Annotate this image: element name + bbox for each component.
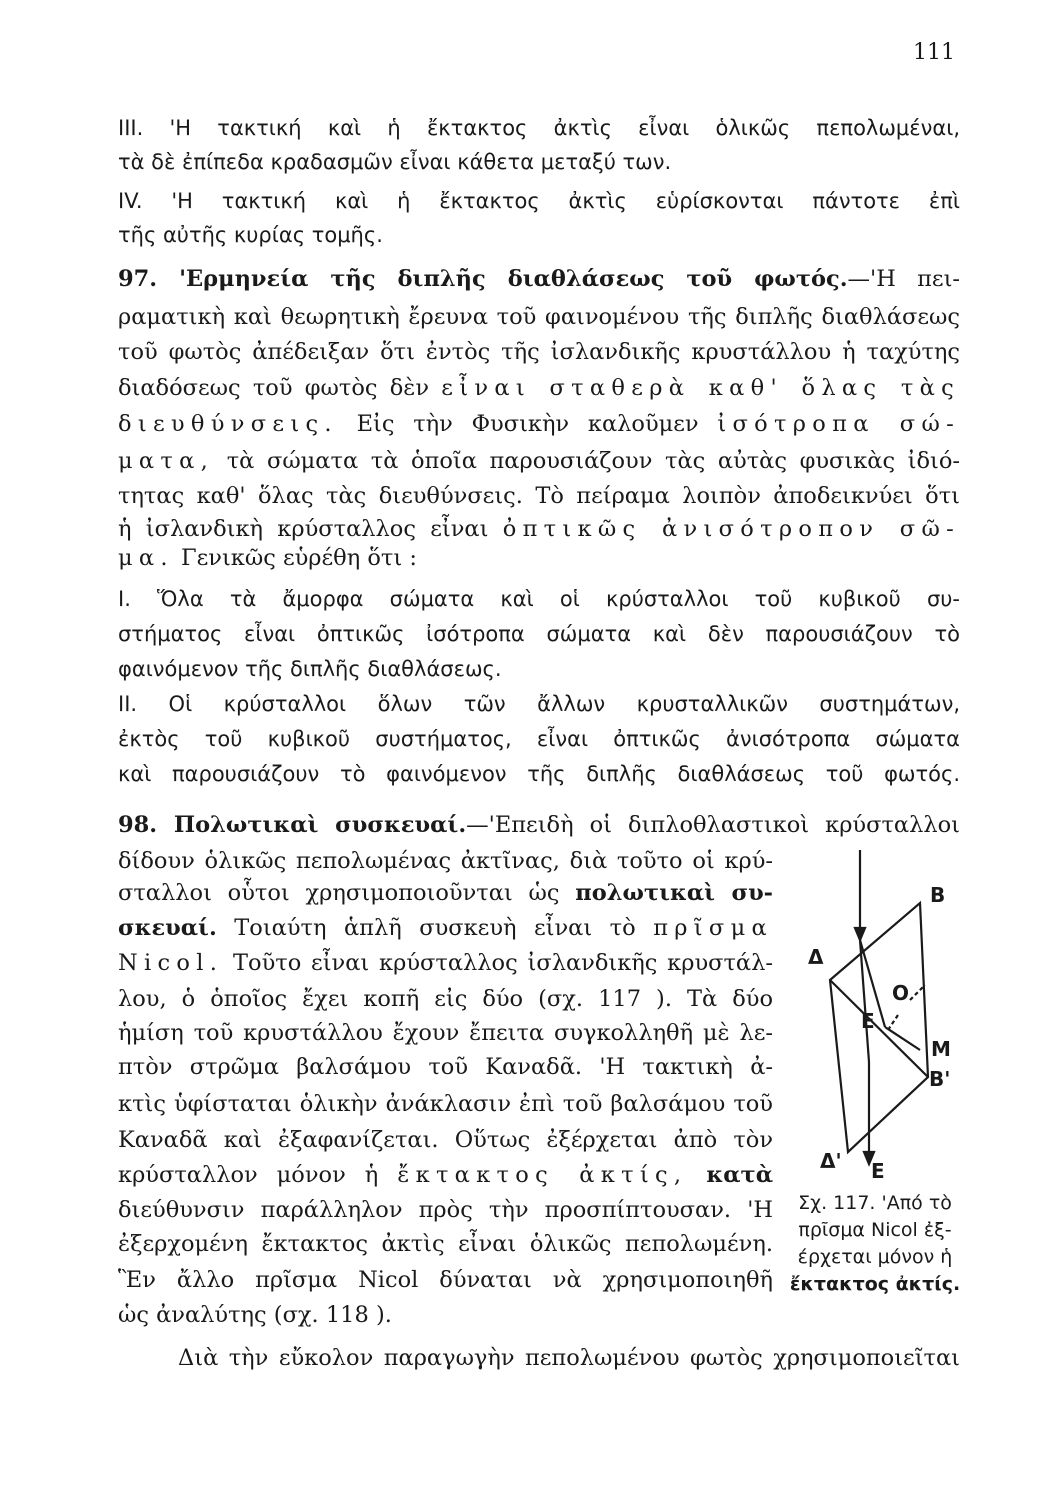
emphasis-spaced: μα. — [118, 545, 174, 571]
label-b: B — [930, 883, 946, 907]
section-97-line-5 — [118, 446, 960, 476]
section-97-line-1: ραματικὴ καὶ θεωρητικὴ ἔρευνα τοῦ φαινομένου τῆς διπλῆς διαθλάσεως — [118, 304, 960, 330]
section-97-line-8 — [118, 543, 960, 573]
label-m: M — [931, 1037, 951, 1061]
section-98-line-16: Διὰ τὴν εὔκολον παραγωγὴν πεπολωμένου φωτὸς χρησιμοποιεῖται — [178, 1345, 960, 1371]
item-ii-line-2: ἐκτὸς τοῦ κυβικοῦ συστήματος, εἶναι ὀπτικῶς ἀνισότροπα σώματα — [118, 727, 960, 751]
normal-dash-2 — [888, 1015, 898, 1030]
section-97-line-4 — [118, 409, 960, 439]
section-98-line-14: Ἓν ἄλλο πρῖσμα Nicol δύναται νὰ χρησιμοποιηθῆ — [118, 1267, 773, 1293]
emphasis-spaced: ματα, — [118, 448, 215, 474]
section-98-line-3 — [118, 878, 773, 908]
section-98-lead: —'Επειδὴ οἱ διπλοθλαστικοὶ κρύσταλλοι — [466, 812, 960, 838]
figure-caption-line-3: έρχεται μόνον ἡ — [797, 1246, 953, 1268]
section-98-line-8: πτὸν στρῶμα βαλσάμου τοῦ Καναδᾶ. 'Η τακτικὴ ἀ- — [118, 1054, 773, 1080]
section-98-line-4 — [118, 913, 773, 943]
item-iii-line-1: ΙΙΙ. 'Η τακτική καὶ ἡ ἔκτακτος ἀκτὶς εἶναι ὁλικῶς πεπολωμέναι, — [118, 116, 960, 140]
figure-caption-line-2: πρῖσμα Nicol ἐξ- — [798, 1219, 952, 1241]
text: Τοιαύτη ἁπλῆ συσκευὴ εἶναι τὸ — [234, 915, 636, 941]
emphasis-spaced: ἔκτακτος ἀκτίς, — [397, 1162, 688, 1188]
balsam-layer-line — [830, 980, 928, 1077]
figure-lines — [830, 850, 928, 1164]
section-98-heading: 98. Πολωτικαὶ συσκευαί. — [118, 812, 467, 838]
item-iv-line-1: ΙV. 'Η τακτική καὶ ἡ ἔκτακτος ἀκτὶς εὑρίσκονται πάντοτε ἐπὶ — [118, 189, 960, 213]
page-number: 111 — [913, 40, 955, 65]
section-97-heading: 97. 'Ερμηνεία τῆς διπλῆς διαθλάσεως τοῦ φωτός. — [118, 266, 848, 292]
emphasis-bold: πολωτικαὶ συ- — [575, 880, 774, 906]
section-98-heading-line — [118, 810, 960, 840]
emphasis-bold: κατὰ — [706, 1162, 774, 1188]
item-iv-line-2: τῆς αὐτῆς κυρίας τομῆς. — [118, 223, 383, 247]
section-98-line-9: κτὶς ὑφίσταται ὁλικὴν ἀνάκλασιν ἐπὶ τοῦ βαλσάμου τοῦ — [118, 1091, 773, 1117]
section-98-line-13: ἐξερχομένη ἔκτακτος ἀκτὶς εἶναι ὁλικῶς πεπολωμένη. — [118, 1231, 773, 1257]
figure-caption-line-1: Σχ. 117. 'Από τὸ — [798, 1192, 952, 1214]
nicol-prism-figure — [790, 840, 970, 1180]
label-e-exit: E — [871, 1159, 885, 1180]
emphasis-spaced: διευθύνσεις. — [118, 411, 338, 437]
text: ἡ ἰσλανδικὴ κρύσταλλος εἶναι — [118, 516, 489, 542]
section-97-line-3 — [118, 373, 960, 403]
text: σταλλοι οὗτοι χρησιμοποιοῦνται ὡς — [118, 880, 560, 906]
text: διαδόσεως τοῦ φωτὸς δὲν — [118, 375, 430, 401]
section-97-lead: —'Η πει- — [847, 266, 961, 292]
label-delta: Δ — [808, 945, 824, 969]
emphasis-spaced: Nicol. — [118, 950, 224, 976]
normal-dash — [910, 985, 925, 1000]
emphasis-spaced: πρῖσμα — [653, 915, 774, 941]
emphasis-bold: σκευαί. — [118, 915, 217, 941]
item-ii-line-3: καὶ παρουσιάζουν τὸ φαινόμενον τῆς διπλῆς διαθλάσεως τοῦ φωτός. — [118, 762, 960, 786]
emphasis-spaced: ἰσότροπα σώ- — [717, 411, 960, 437]
section-98-line-10: Καναδᾶ καὶ ἐξαφανίζεται. Οὕτως ἐξέρχεται ἀπὸ τὸν — [118, 1127, 773, 1153]
text: Γενικῶς εὑρέθη ὅτι : — [181, 545, 417, 571]
section-97-line-7 — [118, 514, 960, 544]
label-b-prime: B' — [929, 1067, 951, 1091]
text: τὰ σώματα τὰ ὁποῖα παρουσιάζουν τὰς αὐτὰς φυσικὰς ἰδιό- — [226, 448, 960, 474]
section-98-line-12: διεύθυνσιν παράλληλον πρὸς τὴν προσπίπτουσαν. 'Η — [118, 1197, 773, 1223]
section-98-line-2: δίδουν ὁλικῶς πεπολωμένας ἀκτῖνας, διὰ τοῦτο οἱ κρύ- — [118, 848, 773, 874]
label-e: E — [861, 1009, 875, 1033]
emphasis-spaced: ὀπτικῶς ἀνισότροπον σῶ- — [502, 516, 960, 542]
item-i-line-3: φαινόμενον τῆς διπλῆς διαθλάσεως. — [118, 657, 502, 681]
text: Εἰς τὴν Φυσικὴν καλοῦμεν — [356, 411, 699, 437]
text: Τοῦτο εἶναι κρύσταλλος ἰσλανδικῆς κρυστάλ- — [233, 950, 773, 976]
section-98-line-7: ἡμίση τοῦ κρυστάλλου ἔχουν ἔπειτα συγκολληθῆ μὲ λε- — [118, 1020, 773, 1046]
section-98-line-11 — [118, 1160, 773, 1190]
section-97-line-6: τητας καθ' ὅλας τὰς διευθύνσεις. Τὸ πείραμα λοιπὸν ἀποδεικνύει ὅτι — [118, 483, 960, 509]
item-i-line-2: στήματος εἶναι ὀπτικῶς ἰσότροπα σώματα καὶ δὲν παρουσιάζουν τὸ — [118, 622, 960, 646]
section-98-line-15: ὡς ἀναλύτης (σχ. 118 ). — [118, 1302, 392, 1328]
section-97-line-2: τοῦ φωτὸς ἀπέδειξαν ὅτι ἐντὸς τῆς ἰσλανδικῆς κρυστάλλου ἡ ταχύτης — [118, 339, 960, 365]
section-97-heading-line — [118, 264, 960, 294]
item-iii-line-2: τὰ δὲ ἐπίπεδα κραδασμῶν εἶναι κάθετα μεταξύ των. — [118, 150, 672, 174]
item-ii-line-1: ΙΙ. Οἱ κρύσταλλοι ὅλων τῶν ἄλλων κρυσταλλικῶν συστημάτων, — [118, 692, 960, 716]
incident-arrowhead — [855, 928, 865, 940]
text: κρύσταλλον μόνον ἡ — [118, 1162, 379, 1188]
section-98-line-6: λου, ὁ ὁποῖος ἔχει κοπῆ εἰς δύο (σχ. 117 ). Τὰ δύο — [118, 986, 773, 1012]
label-delta-prime: Δ' — [820, 1149, 842, 1173]
emphasis-spaced: εἶναι σταθερὰ καθ' ὅλας τὰς — [441, 375, 960, 401]
section-98-line-5 — [118, 948, 773, 978]
figure-caption-line-4: ἔκτακτος ἀκτίς. — [789, 1273, 961, 1295]
label-o: O — [892, 981, 910, 1005]
item-i-line-1: Ι. Ὅλα τὰ ἄμορφα σώματα καὶ οἱ κρύσταλλοι τοῦ κυβικοῦ συ- — [118, 587, 960, 611]
